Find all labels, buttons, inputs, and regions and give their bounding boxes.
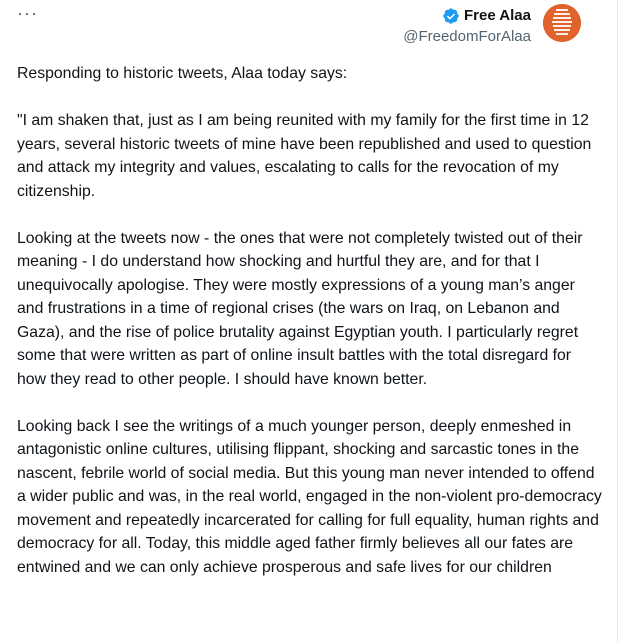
tweet-paragraph: Looking back I see the writings of a much younger person, deeply enmeshed in antagonistic online cultures, utilising flippant, shocking and sarcastic tones in the nascent, febrile world of social media. But this young man never intended to offend a wider public and was, in the real world, engaged in the non-violent pro-democracy movement and repeatedly incarcerated for calling for full equality, human rights and democracy for all. Today, this middle aged father firmly believes all our fates are entwined and we can only achieve prosperous and safe lives for our children bbox=[17, 417, 602, 576]
author-name-row bbox=[403, 7, 531, 25]
tweet-paragraph: Responding to historic tweets, Alaa today says: bbox=[17, 65, 348, 82]
avatar-logo-icon bbox=[543, 4, 581, 42]
more-options-button[interactable] bbox=[17, 4, 38, 22]
author-handle[interactable]: @FreedomForAlaa bbox=[403, 28, 531, 45]
tweet-paragraph: Looking at the tweets now - the ones that were not completely twisted out of their meaning - I do understand how shocking and hurtful they are, and for that I unequivocally apologise. They were mostly expressions of a young man’s anger and frustrations in a time of regional crises (the wars on Iraq, on Lebanon and Gaza), and the rise of police brutality against Egyptian youth. I particularly regret some that were written as part of online insult battles with the total disregard for how they read to other people. I should have known better. bbox=[17, 229, 583, 388]
author-name[interactable]: Free Alaa bbox=[464, 7, 531, 24]
tweet-text bbox=[17, 62, 602, 603]
tweet-paragraph: "I am shaken that, just as I am being reunited with my family for the first time in 12 years, several historic tweets of mine have been republished and used to question and attack my integrity and values, escalating to calls for the revocation of my citizenship. bbox=[17, 112, 592, 200]
verified-badge-icon bbox=[442, 7, 460, 25]
avatar[interactable] bbox=[543, 4, 581, 42]
tweet-author[interactable] bbox=[403, 7, 531, 47]
more-icon: ··· bbox=[17, 3, 38, 23]
